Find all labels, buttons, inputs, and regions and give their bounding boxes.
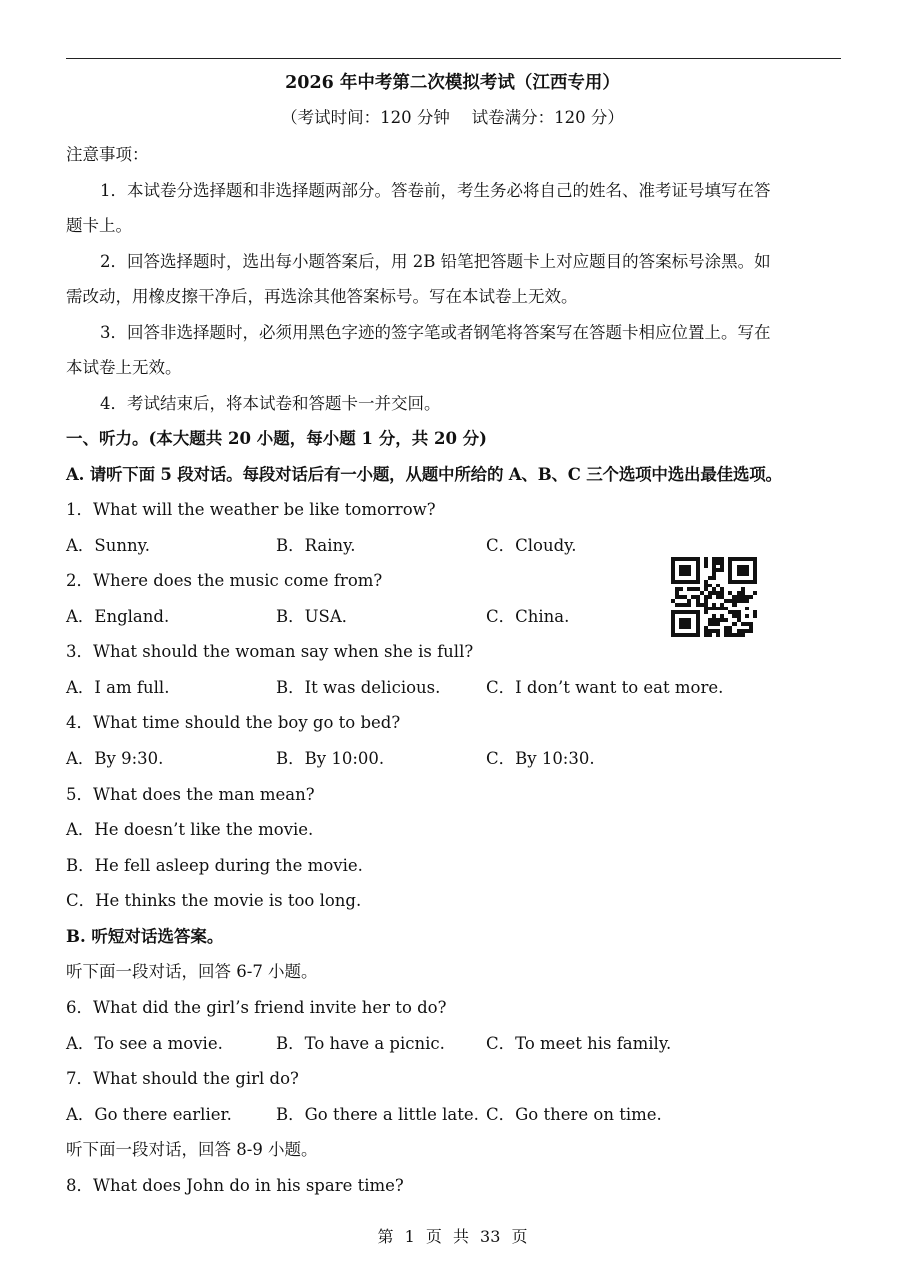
qr-code-icon bbox=[671, 557, 757, 637]
q1-option-b: B．Rainy. bbox=[276, 536, 356, 555]
q5-option-b: B．He fell asleep during the movie. bbox=[66, 856, 363, 875]
q4-option-b: B．By 10:00. bbox=[276, 749, 385, 768]
notice-item-1-line-2: 题卡上。 bbox=[66, 216, 132, 235]
section-heading: 一、听力。(本大题共 20 小题，每小题 1 分，共 20 分) bbox=[66, 429, 487, 448]
question-5: 5．What does the man mean? bbox=[66, 785, 315, 804]
question-6: 6．What did the girl’s friend invite her to do? bbox=[66, 998, 447, 1017]
notice-item-3-line-1: 3．回答非选择题时，必须用黑色字迹的签字笔或者钢笔将答案写在答题卡相应位置上。写在 bbox=[100, 323, 771, 342]
exam-info: （考试时间：120 分钟 试卷满分：120 分） bbox=[281, 108, 624, 127]
notice-heading: 注意事项： bbox=[66, 145, 149, 164]
notice-item-1-line-1: 1．本试卷分选择题和非选择题两部分。答卷前，考生务必将自己的姓名、准考证号填写在答 bbox=[100, 181, 771, 200]
q5-option-a: A．He doesn’t like the movie. bbox=[66, 820, 314, 839]
q7-option-b: B．Go there a little late. bbox=[276, 1105, 479, 1124]
q1-option-c: C．Cloudy. bbox=[486, 536, 577, 555]
question-8: 8．What does John do in his spare time? bbox=[66, 1176, 404, 1195]
dialogue-instruction-6-7: 听下面一段对话，回答 6-7 小题。 bbox=[66, 962, 318, 981]
q4-option-a: A．By 9:30. bbox=[66, 749, 164, 768]
q6-option-b: B．To have a picnic. bbox=[276, 1034, 445, 1053]
q6-option-a: A．To see a movie. bbox=[66, 1034, 223, 1053]
dialogue-instruction-8-9: 听下面一段对话，回答 8-9 小题。 bbox=[66, 1140, 318, 1159]
question-3: 3．What should the woman say when she is full? bbox=[66, 642, 474, 661]
page-number: 第 1 页 共 33 页 bbox=[377, 1227, 528, 1246]
q3-option-c: C．I don’t want to eat more. bbox=[486, 678, 724, 697]
notice-item-2-line-1: 2．回答选择题时，选出每小题答案后，用 2B 铅笔把答题卡上对应题目的答案标号涂黑。如 bbox=[100, 252, 771, 271]
q6-option-c: C．To meet his family. bbox=[486, 1034, 672, 1053]
page-title: 2026 年中考第二次模拟考试（江西专用） bbox=[285, 73, 620, 93]
notice-item-4: 4．考试结束后，将本试卷和答题卡一并交回。 bbox=[100, 394, 441, 413]
question-7: 7．What should the girl do? bbox=[66, 1069, 299, 1088]
question-2: 2．Where does the music come from? bbox=[66, 571, 383, 590]
q3-option-b: B．It was delicious. bbox=[276, 678, 441, 697]
part-b-instruction: B. 听短对话选答案。 bbox=[66, 927, 224, 946]
notice-item-3-line-2: 本试卷上无效。 bbox=[66, 358, 182, 377]
q2-option-a: A．England. bbox=[66, 607, 170, 626]
q4-option-c: C．By 10:30. bbox=[486, 749, 595, 768]
part-a-instruction: A. 请听下面 5 段对话。每段对话后有一小题，从题中所给的 A、B、C 三个选项中选出最佳选项。 bbox=[66, 465, 782, 484]
q3-option-a: A．I am full. bbox=[66, 678, 170, 697]
q1-option-a: A．Sunny. bbox=[66, 536, 150, 555]
question-4: 4．What time should the boy go to bed? bbox=[66, 713, 401, 732]
q2-option-c: C．China. bbox=[486, 607, 570, 626]
notice-item-2-line-2: 需改动，用橡皮擦干净后，再选涂其他答案标号。写在本试卷上无效。 bbox=[66, 287, 578, 306]
q7-option-c: C．Go there on time. bbox=[486, 1105, 662, 1124]
q5-option-c: C．He thinks the movie is too long. bbox=[66, 891, 362, 910]
q7-option-a: A．Go there earlier. bbox=[66, 1105, 232, 1124]
header-rule bbox=[66, 58, 841, 59]
q2-option-b: B．USA． bbox=[276, 607, 359, 626]
question-1: 1．What will the weather be like tomorrow? bbox=[66, 500, 436, 519]
